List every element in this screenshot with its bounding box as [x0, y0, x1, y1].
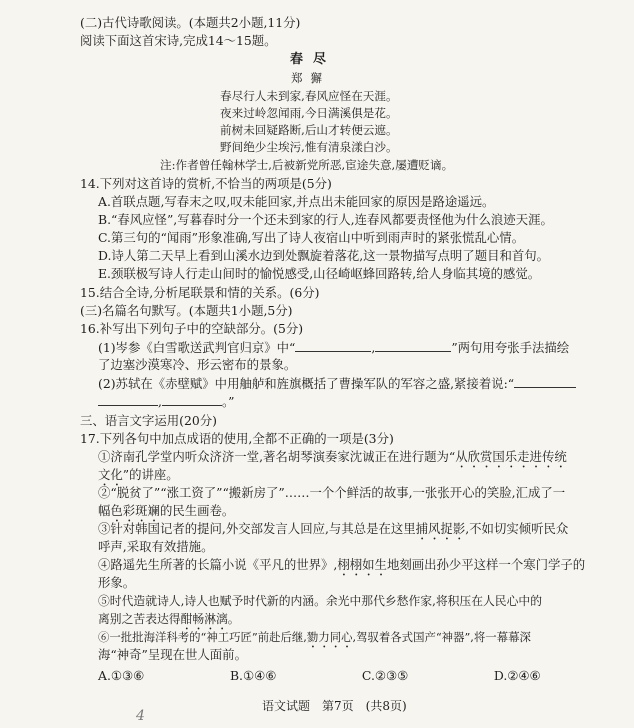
poem-instruction: 阅读下面这首宋诗,完成14～15题。 — [80, 33, 277, 48]
section-header-poetry: (二)古代诗歌阅读。(本题共2小题,11分) — [80, 15, 301, 30]
poem-line-3: 前树未回疑路断,后山才转便云遮。 — [220, 123, 398, 137]
poem-author: 郑獬 — [291, 71, 330, 85]
poem-line-4: 野间绝少尘埃污,惟有清泉漾白沙。 — [220, 140, 398, 154]
q17-sentence-4-cont: 形象。 — [98, 575, 136, 590]
dotted-idiom: 捕风捉影 — [415, 521, 466, 536]
q14-option-b: B.“春风应怪”,写暮春时分一个还未到家的行人,连春风都要责怪他为什么浪迹天涯。 — [98, 212, 553, 227]
poem-line-1: 春尽行人未到家,春风应怪在天涯。 — [220, 89, 398, 103]
answer-blank-4[interactable] — [98, 393, 158, 406]
q17-sentence-6: ⑥一批批海洋科考的“神工巧匠”前赴后继,勠力同心,驾驭着各式国产“神器”,将一幕幕深 — [98, 630, 531, 644]
q14-option-e: E.颈联极写诗人行走山间时的愉悦感受,山径崎岖蜂回路转,给人身临其境的感觉。 — [98, 266, 541, 281]
q15-stem: 15.结合全诗,分析尾联景和情的关系。(6分) — [80, 285, 320, 300]
q17-options: A.①③⑥ B.①④⑥ C.②③⑤ D.②④⑥ — [98, 668, 541, 683]
q17-sentence-1: ①济南孔学堂内听众济济一堂,著名胡琴演奏家沈诚正在进行题为“从欣赏国乐走进传统 — [98, 449, 567, 464]
dotted-idiom: 栩栩如生 — [337, 557, 387, 572]
page-footer: 语文试题 第7页 (共8页) — [262, 699, 407, 713]
section-header-recitation: (三)名篇名句默写。(本题共1小题,5分) — [80, 303, 293, 318]
poem-line-2: 夜来过岭忽闻雨,今日满溪俱是花。 — [220, 106, 398, 120]
handwritten-mark: 4 — [136, 708, 145, 724]
q14-option-c: C.第三句的“闻雨”形象准确,写出了诗人夜宿山中听到雨声时的紧张慌乱心情。 — [98, 230, 525, 245]
q17-stem: 17.下列各句中加点成语的使用,全都不正确的一项是(3分) — [80, 431, 394, 446]
q17-sentence-6-cont: 海“神奇”呈现在世人面前。 — [98, 647, 247, 662]
part-3-header: 三、语言文字运用(20分) — [80, 413, 217, 428]
q17-sentence-3-cont: 呼声,采取有效措施。 — [98, 539, 214, 554]
q16-item-1: (1)岑参《白雪歌送武判官归京》中“ , ”两句用夸张手法描绘 — [98, 340, 570, 355]
dotted-idiom: 勠力同心 — [306, 630, 353, 644]
poem-title: 春尽 — [290, 52, 337, 67]
poem-note: 注:作者曾任翰林学士,后被新党所恶,宦途失意,屡遭贬谪。 — [160, 158, 454, 172]
q17-sentence-5-cont: 离别之苦表达得酣畅淋漓。 — [98, 612, 240, 626]
q16-item-2-cont: , 。” — [98, 393, 234, 410]
q17-sentence-2: ②“脱贫了”“涨工资了”“搬新房了”……一个个鲜活的故事,一张张开心的笑脸,汇成了一 — [98, 485, 566, 500]
dotted-idiom: 文化 — [98, 467, 123, 482]
answer-blank-5[interactable] — [162, 393, 222, 406]
answer-blank-2[interactable] — [375, 339, 451, 352]
q17-sentence-4: ④路遥先生所著的长篇小说《平凡的世界》,栩栩如生地刻画出孙少平这样一个寒门学子的 — [98, 557, 586, 572]
dotted-idiom: 色彩斑斓 — [110, 503, 160, 518]
q16-item-1-cont: 了边塞沙漠寒冷、形云密布的景象。 — [98, 357, 297, 372]
q17-sentence-1-cont: 文化”的讲座。 — [98, 467, 179, 482]
q16-stem: 16.补写出下列句子中的空缺部分。(5分) — [80, 321, 304, 336]
q17-sentence-2-cont: 幅色彩斑斓的民生画卷。 — [98, 503, 235, 518]
q14-stem: 14.下列对这首诗的赏析,不恰当的两项是(5分) — [80, 176, 332, 191]
q16-item-2: (2)苏轼在《赤壁赋》中用舳舻和旌旗概括了曹操军队的军容之盛,紧接着说:“ — [98, 375, 576, 392]
q17-sentence-5: ⑤时代造就诗人,诗人也赋予时代新的内涵。余光中那代乡愁作家,将积压在人民心中的 — [98, 594, 542, 608]
answer-blank-1[interactable] — [295, 339, 371, 352]
answer-blank-3[interactable] — [514, 375, 576, 388]
q17-sentence-3: ③针对韩国记者的提问,外交部发言人回应,与其总是在这里捕风捉影,不如切实倾听民众 — [98, 521, 569, 536]
q14-option-d: D.诗人第二天早上看到山溪水边到处飘旋着落花,这一景物描写点明了题目和首句。 — [98, 248, 550, 263]
dotted-idiom: 从欣赏国乐走进传统 — [455, 449, 567, 464]
q14-option-a: A.首联点题,写春末之叹,叹未能回家,并点出未能回家的原因是路途遥远。 — [98, 194, 495, 209]
